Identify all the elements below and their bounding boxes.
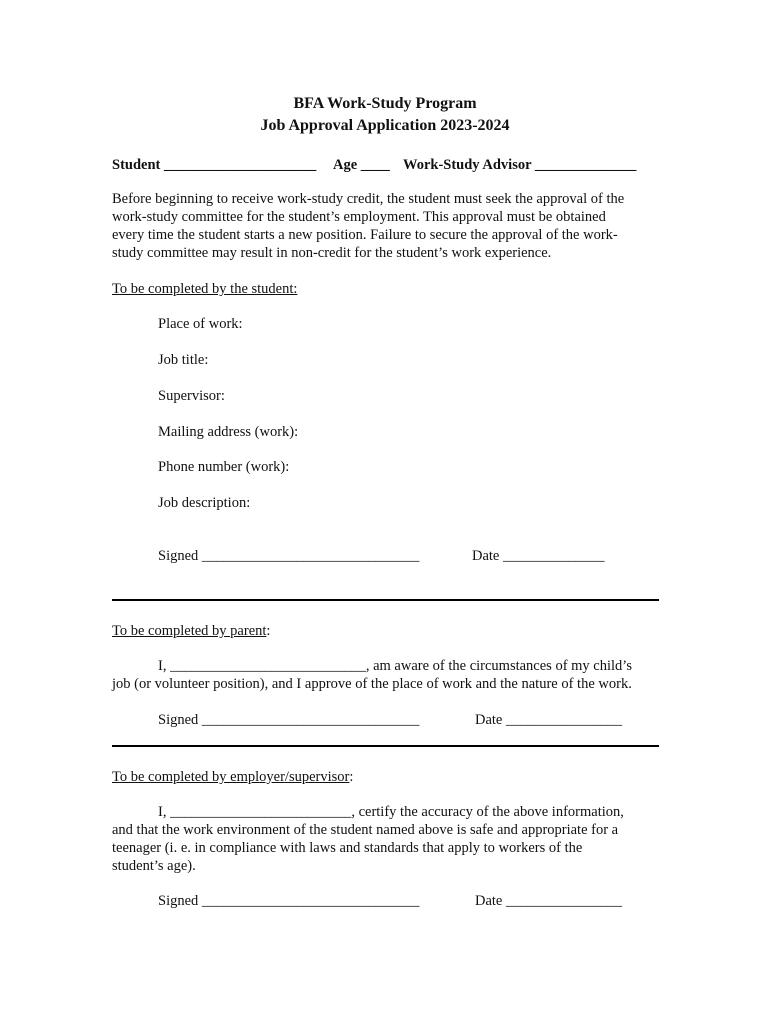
section-divider — [112, 745, 659, 747]
heading-colon: : — [266, 623, 271, 639]
age-field[interactable]: Age ____ — [333, 157, 390, 173]
parent-signature-field[interactable]: Signed ______________________________ — [158, 712, 420, 728]
employer-statement-line: teenager (i. e. in compliance with laws and standards that apply to workers of the — [112, 840, 583, 856]
intro-line: study committee may result in non-credit for the student’s work experience. — [112, 245, 552, 261]
job-description-field[interactable]: Job description: — [158, 495, 251, 511]
intro-line: work-study committee for the student’s employment. This approval must be obtained — [112, 209, 606, 225]
heading-colon: : — [349, 769, 354, 785]
employer-section-heading — [112, 768, 353, 786]
place-of-work-field[interactable]: Place of work: — [158, 316, 243, 332]
job-title-field[interactable]: Job title: — [158, 352, 209, 368]
advisor-field[interactable]: Work-Study Advisor ______________ — [403, 157, 637, 173]
parent-statement-line[interactable]: I, ___________________________, am aware of the circumstances of my child’s — [158, 658, 632, 674]
intro-line: every time the student starts a new position. Failure to secure the approval of the work- — [112, 227, 618, 243]
section-divider — [112, 599, 659, 601]
employer-statement-line: and that the work environment of the student named above is safe and appropriate for a — [112, 822, 619, 838]
employer-statement-line[interactable]: I, _________________________, certify the accuracy of the above information, — [158, 804, 624, 820]
document-subtitle: Job Approval Application 2023-2024 — [260, 117, 510, 134]
employer-date-field[interactable]: Date ________________ — [475, 893, 622, 909]
parent-date-field[interactable]: Date ________________ — [475, 712, 622, 728]
employer-statement-line: student’s age). — [112, 858, 196, 874]
employer-signature-field[interactable]: Signed ______________________________ — [158, 893, 420, 909]
parent-section-heading — [112, 622, 270, 640]
intro-line: Before beginning to receive work-study credit, the student must seek the approval of the — [112, 191, 625, 207]
phone-number-field[interactable]: Phone number (work): — [158, 459, 290, 475]
student-date-field[interactable]: Date ______________ — [472, 548, 605, 564]
document-title: BFA Work-Study Program — [293, 95, 477, 112]
mailing-address-field[interactable]: Mailing address (work): — [158, 424, 299, 440]
student-section-heading: To be completed by the student: — [112, 281, 298, 297]
parent-heading-text: To be completed by parent — [112, 623, 267, 639]
student-signature-field[interactable]: Signed ______________________________ — [158, 548, 420, 564]
parent-statement-line: job (or volunteer position), and I approve of the place of work and the nature of the work. — [112, 676, 632, 692]
employer-heading-text: To be completed by employer/supervisor — [112, 769, 350, 785]
supervisor-field[interactable]: Supervisor: — [158, 388, 225, 404]
student-name-field[interactable]: Student _____________________ — [112, 157, 317, 173]
